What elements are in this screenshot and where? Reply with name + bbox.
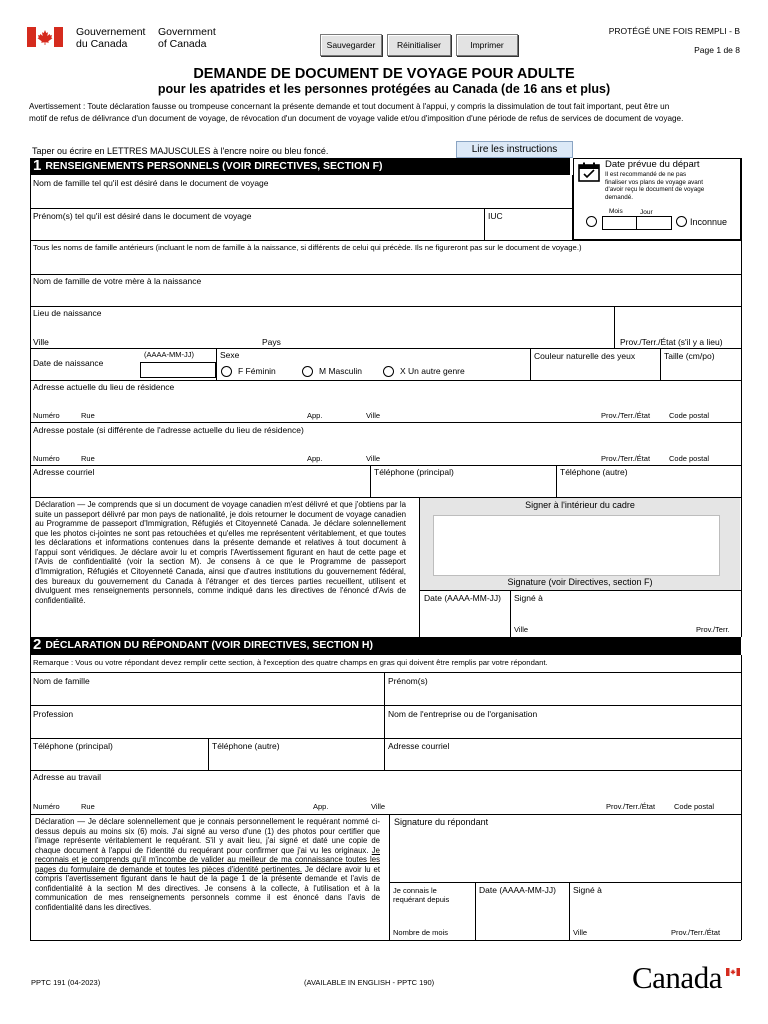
mail-number-label: Numéro	[33, 454, 60, 463]
g-signed-at-input[interactable]	[571, 898, 740, 920]
g-work-address-input[interactable]	[31, 785, 740, 801]
print-button[interactable]: Imprimer	[456, 34, 518, 56]
guarantor-signature-field[interactable]	[391, 830, 740, 880]
res-street-label: Rue	[81, 411, 95, 420]
g-phone-other-input[interactable]	[210, 753, 383, 769]
surname-input[interactable]	[31, 190, 572, 208]
ink-instructions: Taper ou écrire en LETTRES MAJUSCULES à l'encre noire ou bleu foncé.	[32, 146, 329, 156]
birthplace-label: Lieu de naissance	[33, 308, 102, 318]
page-number: Page 1 de 8	[694, 45, 740, 55]
birth-country-label: Pays	[262, 337, 281, 347]
g-street-label: Rue	[81, 802, 95, 811]
section-2-header: 2 DÉCLARATION DU RÉPONDANT (VOIR DIRECTIVES, SECTION H)	[30, 637, 741, 655]
eye-color-label: Couleur naturelle des yeux	[534, 351, 636, 361]
phone-main-input[interactable]	[372, 479, 555, 495]
phone-other-label: Téléphone (autre)	[560, 467, 628, 477]
calendar-icon	[578, 162, 600, 187]
mail-city-label: Ville	[366, 454, 381, 463]
g-email-input[interactable]	[386, 753, 740, 769]
mail-street-label: Rue	[81, 454, 95, 463]
height-label: Taille (cm/po)	[664, 351, 715, 361]
previous-names-input[interactable]	[31, 254, 740, 273]
wordmark-flag-icon	[726, 963, 740, 981]
departure-date-radio[interactable]	[586, 216, 597, 227]
read-instructions-button[interactable]: Lire les instructions	[456, 141, 573, 158]
save-button[interactable]: Sauvegarder	[320, 34, 382, 56]
form-subtitle: pour les apatrides et les personnes protégées au Canada (de 16 ans et plus)	[157, 82, 611, 96]
sex-other-label: X Un autre genre	[400, 366, 465, 376]
g-city-label: Ville	[371, 802, 386, 811]
english-version-note: (AVAILABLE IN ENGLISH - PPTC 190)	[304, 978, 435, 987]
birth-prov-label: Prov./Terr./État (s'il y a lieu)	[620, 337, 723, 347]
gov-name-en: Government of Canada	[158, 26, 216, 51]
sign-inside-label: Signer à l'intérieur du cadre	[525, 500, 635, 510]
applicant-signature-field[interactable]	[433, 515, 720, 576]
reset-button[interactable]: Réinitialiser	[387, 34, 451, 56]
res-prov-label: Prov./Terr./État	[601, 411, 651, 420]
departure-date-input[interactable]	[602, 216, 672, 230]
signature-caption: Signature (voir Directives, section F)	[507, 577, 653, 587]
canada-flag-logo	[27, 27, 63, 47]
g-phone-other-label: Téléphone (autre)	[212, 741, 280, 751]
g-profession-input[interactable]	[31, 721, 383, 737]
guarantor-declaration: Déclaration — Je déclare solennellement que je connais personnellement le requérant nommé ci-dessus depuis au moins six (6) mois. J'ai signé au verso d'une (1) des photos pour certifier que l'image représente véritablement le requérant. S'il y avait lieu, j'ai signé et daté une copie de chaque document à l'appui de l'identité du requérant pour confirmer que j'ai vu les originaux. Je reconnais et je comprends qu'il m'incombe de valider au meilleur de ma connaissance toutes les pages du formulaire de demande et toutes les pièces d'identité pertinentes. Je déclare avoir lu et compris l'avertissement figurant dans le haut de la page 1 de la présente demande et l'avis de confidentialité à la section M des directives. Je consens à la collecte, à l'utilisation et à la communication de mes renseignements personnels comme il est énoncé dans l'avis de confidentialité dans les directives.	[35, 817, 380, 912]
g-signed-at-label: Signé à	[573, 885, 602, 895]
res-postal-label: Code postal	[669, 411, 710, 420]
iuc-label: IUC	[488, 211, 503, 221]
sex-label: Sexe	[220, 350, 240, 360]
signed-city-label: Ville	[514, 625, 529, 634]
signed-at-input[interactable]	[512, 606, 740, 624]
birthplace-input[interactable]	[31, 320, 613, 336]
residence-label: Adresse actuelle du lieu de résidence	[33, 382, 175, 392]
email-label: Adresse courriel	[33, 467, 95, 477]
dob-format: (AAAA-MM-JJ)	[144, 350, 194, 359]
residence-input[interactable]	[31, 394, 740, 410]
mail-apt-label: App.	[307, 454, 323, 463]
g-company-input[interactable]	[386, 721, 740, 737]
g-number-label: Numéro	[33, 802, 60, 811]
mother-name-input[interactable]	[31, 288, 740, 305]
dob-input[interactable]	[140, 362, 216, 378]
mail-postal-label: Code postal	[669, 454, 710, 463]
eye-color-input[interactable]	[532, 363, 659, 379]
signed-at-label: Signé à	[514, 593, 543, 603]
protected-label: PROTÉGÉ UNE FOIS REMPLI - B	[608, 26, 740, 36]
mailing-label: Adresse postale (si différente de l'adresse actuelle du lieu de résidence)	[33, 425, 304, 435]
g-phone-main-label: Téléphone (principal)	[33, 741, 113, 751]
res-number-label: Numéro	[33, 411, 60, 420]
birth-city-label: Ville	[33, 337, 49, 347]
mailing-input[interactable]	[31, 437, 740, 453]
g-date-label: Date (AAAA-MM-JJ)	[479, 885, 556, 895]
months-label: Nombre de mois	[393, 928, 449, 937]
height-input[interactable]	[662, 363, 740, 379]
surname-label: Nom de famille tel qu'il est désiré dans le document de voyage	[33, 178, 269, 188]
g-given-input[interactable]	[386, 688, 740, 704]
signed-prov-label: Prov./Terr.	[696, 625, 730, 634]
sex-male-label: M Masculin	[319, 366, 362, 376]
departure-title: Date prévue du départ	[605, 159, 700, 170]
g-phone-main-input[interactable]	[31, 753, 207, 769]
g-postal-label: Code postal	[674, 802, 715, 811]
form-title: DEMANDE DE DOCUMENT DE VOYAGE POUR ADULTE	[193, 66, 575, 82]
sex-female-label: F Féminin	[238, 366, 276, 376]
res-apt-label: App.	[307, 411, 323, 420]
g-prov-label: Prov./Terr./État	[606, 802, 656, 811]
g-signed-city-label: Ville	[573, 928, 588, 937]
unknown-label: Inconnue	[690, 217, 728, 227]
iuc-input[interactable]	[486, 222, 571, 239]
guarantor-signature-label: Signature du répondant	[394, 817, 489, 827]
g-given-label: Prénom(s)	[388, 676, 428, 686]
day-label: Jour	[640, 209, 653, 216]
dob-label: Date de naissance	[33, 358, 104, 368]
mother-name-label: Nom de famille de votre mère à la naissance	[33, 276, 202, 286]
unknown-departure-radio[interactable]	[676, 216, 687, 227]
canada-wordmark: Canada	[632, 960, 722, 995]
g-work-address-label: Adresse au travail	[33, 772, 102, 782]
res-city-label: Ville	[366, 411, 381, 420]
mail-prov-label: Prov./Terr./État	[601, 454, 651, 463]
applicant-declaration: Déclaration — Je comprends que si un document de voyage canadien m'est délivré et que j'obtiens par la suite un passeport délivré par mon pays de nationalité, je dois retourner le document de voyage canadien au Programme de passeport d'Immigration, Réfugiés et Citoyenneté Canada. Je déclare solennellement que les photos ci-jointes ne sont pas retouchées et qu'elles me représentent véritablement, et que toutes les déclarations et informations contenues dans la présente demande et relatives à tout document à l'appui sont véridiques. Je déclare avoir lu et compris l'Avertissement figurant en haut de cette page et l'Avis de confidentialité (voir la section M). Je consens à ce que le Programme de passeport d'Immigration, Réfugiés et Citoyenneté Canada, ainsi que d'autres institutions du gouvernement fédéral, des bureaux du gouvernement du Canada à l'étranger et des tierces parties recueillent, utilisent et divulguent mes renseignements personnels, comme indiqué dans les directives de l'énoncé d'Avis de confidentialité.	[35, 500, 406, 605]
sig-date-input[interactable]	[421, 606, 509, 624]
g-signed-prov-label: Prov./Terr./État	[671, 928, 721, 937]
section-1-header: 1 RENSEIGNEMENTS PERSONNELS (VOIR DIRECTIVES, SECTION F)	[30, 158, 570, 175]
phone-main-label: Téléphone (principal)	[374, 467, 454, 477]
warning-text: Avertissement : Toute déclaration fausse ou trompeuse concernant la présente demande et tout document à l'appui, y compris la dissimulation de tout fait important, peut être un motif de refus de délivrance d'un document de voyage, de révocation d'un document de voyage valide et/ou d'imposition d'une période de refus de services de document de voyage.	[29, 102, 684, 124]
given-names-input[interactable]	[31, 222, 483, 239]
known-since-label: Je connais le requérant depuis	[393, 886, 450, 904]
sig-date-label: Date (AAAA-MM-JJ)	[424, 593, 501, 603]
sex-male-radio[interactable]	[302, 366, 313, 377]
g-apt-label: App.	[313, 802, 329, 811]
guarantor-remark: Remarque : Vous ou votre répondant devez remplir cette section, à l'exception des quatre champs en gras qui doivent être remplis par votre répondant.	[33, 658, 548, 667]
g-date-input[interactable]	[477, 898, 567, 920]
email-input[interactable]	[31, 479, 369, 495]
sex-female-radio[interactable]	[221, 366, 232, 377]
g-surname-label: Nom de famille	[33, 676, 90, 686]
g-surname-input[interactable]	[31, 688, 383, 704]
departure-note: Il est recommandé de ne pas finaliser vos plans de voyage avant d'avoir reçu le document de voyage demandé.	[605, 171, 705, 202]
phone-other-input[interactable]	[558, 479, 740, 495]
g-email-label: Adresse courriel	[388, 741, 450, 751]
sex-other-radio[interactable]	[383, 366, 394, 377]
given-names-label: Prénom(s) tel qu'il est désiré dans le document de voyage	[33, 211, 252, 221]
form-code: PPTC 191 (04-2023)	[31, 978, 101, 987]
previous-names-label: Tous les noms de famille antérieurs (incluant le nom de famille à la naissance, si différents de celui qui précède. Ils ne figureront pas sur le document de voyage.)	[33, 243, 582, 252]
g-profession-label: Profession	[33, 709, 74, 719]
g-company-label: Nom de l'entreprise ou de l'organisation	[388, 709, 538, 719]
month-label: Mois	[609, 208, 623, 215]
gov-name-fr: Gouvernement du Canada	[76, 26, 146, 51]
known-months-input[interactable]	[391, 906, 473, 924]
